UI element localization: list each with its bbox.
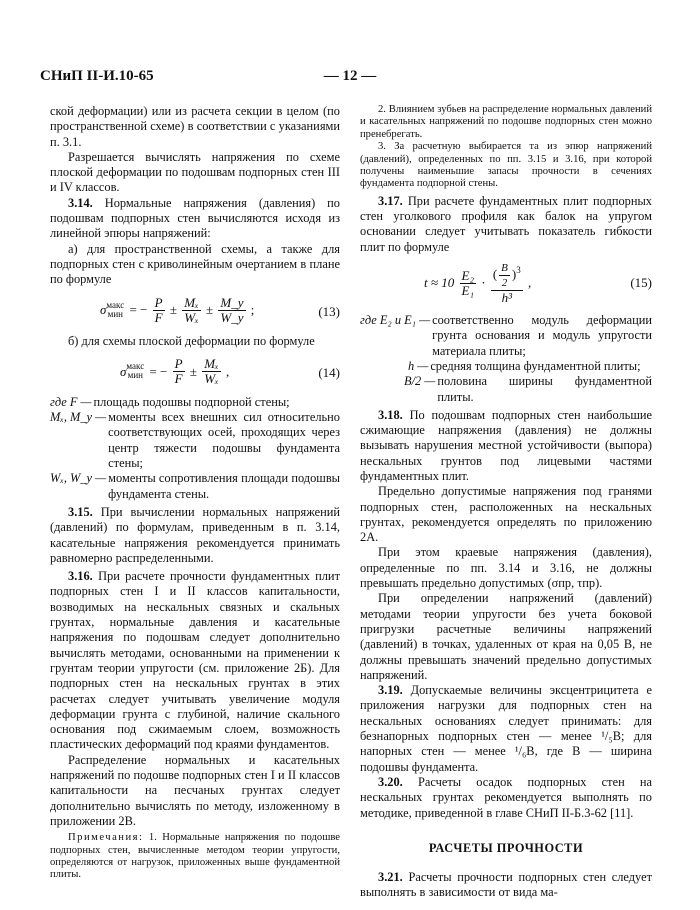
clause-3-15 bbox=[50, 505, 340, 566]
left-column bbox=[50, 104, 340, 882]
comma: , bbox=[527, 275, 532, 291]
definition-item bbox=[50, 395, 340, 410]
definition-item bbox=[360, 374, 652, 405]
definition-text: моменты всех внешних сил относительно соответствующих осей, проходящих через центр тяжести подошвы фундамента стены; bbox=[108, 410, 340, 471]
fraction-b-2 bbox=[499, 261, 510, 290]
note-3: 3. За расчетную выбирается та из эпюр напряжений (давлений), определенных по пп. 3.15 и 3.16, при которой получены наименьшие запасы прочности в сечениях фундамента подпорной стены. bbox=[360, 141, 652, 190]
clause-number: 3.15. bbox=[68, 504, 93, 519]
paragraph-distribution: Распределение нормальных и касательных напряжений по подошве подпорных стен I и II классов капитальности на песчаных грунтах следует дополнительно вычислять по методу, изложенному в приложении 2В. bbox=[50, 752, 340, 828]
sigma-subscript bbox=[106, 301, 124, 319]
page-header bbox=[40, 68, 660, 88]
subscript-min: мин bbox=[107, 309, 123, 320]
definition-term: Mₓ, M_y — bbox=[50, 410, 107, 425]
sigma-subscript bbox=[126, 362, 144, 380]
paragraph-allow: Разрешается вычислять напряжения по схеме плоской деформации по подошвам подпорных стен III и IV классов. bbox=[50, 149, 340, 195]
clause-number: 3.14. bbox=[68, 195, 93, 210]
definitions-list bbox=[50, 395, 340, 502]
clause-3-19 bbox=[360, 683, 652, 775]
denominator: E₁ bbox=[461, 282, 474, 298]
fraction-my-wy bbox=[218, 296, 245, 325]
clause-text: По подошвам подпорных стен наибольшие сжимающие напряжения (давления) не должны вызывать нарушения местной устойчивости (выпора) нескальных грунтов под лицевыми частями фундаментных плит. bbox=[360, 407, 652, 483]
section-title: РАСЧЕТЫ ПРОЧНОСТИ bbox=[428, 840, 584, 855]
formula-15 bbox=[360, 259, 652, 311]
definition-text: соответственно модуль деформации грунта основания и модуль упругости материала плиты; bbox=[432, 313, 652, 358]
document-code: СНиП II-И.10-65 bbox=[40, 68, 154, 84]
definition-item bbox=[360, 359, 652, 374]
definition-item bbox=[50, 410, 340, 471]
comma: , bbox=[226, 363, 230, 379]
equals-sign: = − bbox=[129, 302, 148, 318]
clause-number: 3.16. bbox=[68, 569, 93, 584]
definition-item bbox=[50, 471, 340, 502]
clause-text: Расчеты осадок подпорных стен на нескальных грунтах рекомендуется выполнять по методике, приведенной в главе СНиП II-Б.3-62 [11]. bbox=[360, 774, 652, 820]
numerator: B bbox=[501, 262, 508, 275]
right-column bbox=[360, 104, 652, 901]
definition-term: где E₂ и E₁ — bbox=[360, 313, 431, 328]
clause-text: Нормальные напряжения (давления) по подошвам подпорных стен вычисляются исходя из линейной эпюры напряжений: bbox=[50, 195, 340, 241]
clause-text: Допускаемые величины эксцентрицитета e приложения нагрузки для подпорных стен на нескальных основаниях следует принимать: для безнапорных подпорных стен — менее ¹/₅B; для напорных стен — менее ¹/₆B, где B — ширина подошвы фундамента. bbox=[360, 683, 652, 774]
note-2: 2. Влиянием зубьев на распределение нормальных давлений и касательных напряжений по подошве подпорных стен можно пренебрегать. bbox=[360, 104, 652, 140]
definition-text: средняя толщина фундаментной плиты; bbox=[430, 358, 641, 373]
subscript-max: макс bbox=[126, 361, 145, 372]
denominator: F bbox=[154, 309, 163, 325]
clause-3-17 bbox=[360, 194, 652, 255]
numerator: Mₓ bbox=[204, 355, 219, 371]
paragraph-edge: При этом краевые напряжения (давления), определенные по пп. 3.14 и 3.16, не должны превышать предельно допустимых (σпр, τпр). bbox=[360, 545, 652, 591]
equation-number: (14) bbox=[318, 364, 340, 380]
sigma-symbol: σ bbox=[120, 363, 127, 379]
definition-term: где F — bbox=[50, 394, 92, 409]
fraction-e2-e1 bbox=[460, 269, 476, 298]
formula-lhs: t ≈ 10 bbox=[424, 275, 455, 291]
clause-text: При расчете прочности фундаментных плит подпорных стен I и II классов капитальности, возводимых на нескальных связных и скальных грунтах, нормальные давления и касательные напряжения по подошвам следует дополнительно вычислять методами, основанными на применении к грунтам теории упругости (см. приложение 2Б). Для подпорных стен на нескальных грунтах в этих расчетах следует учитывать увеличение модуля деформации грунта с глубиной, наличие скального основания под сжимаемым слоем, возможность пластических деформаций под краями фундаментов. bbox=[50, 569, 340, 752]
fraction-mx-wx bbox=[202, 357, 221, 386]
definition-text: моменты сопротивления площади подошвы фундамента стены. bbox=[108, 471, 340, 501]
multiply-dot: · bbox=[481, 275, 486, 291]
definition-term: h — bbox=[408, 358, 429, 373]
denominator: W_y bbox=[220, 309, 244, 325]
page-number: — 12 — bbox=[323, 68, 377, 84]
denominator: F bbox=[174, 370, 183, 386]
plus-minus: ± bbox=[206, 302, 214, 318]
note-1 bbox=[50, 832, 340, 882]
numerator: P bbox=[174, 355, 183, 371]
numerator: P bbox=[154, 294, 163, 310]
numerator: M_y bbox=[220, 294, 244, 310]
fraction-mx-wx bbox=[182, 296, 201, 325]
fraction-b-h bbox=[491, 261, 523, 305]
numerator: E₂ bbox=[461, 267, 474, 283]
semicolon: ; bbox=[250, 302, 255, 318]
equation-number: (15) bbox=[630, 275, 652, 291]
clause-3-18 bbox=[360, 408, 652, 484]
denominator: Wₓ bbox=[184, 309, 199, 325]
clause-3-14 bbox=[50, 196, 340, 242]
paragraph-limit: Предельно допустимые напряжения под гранями подпорных стен, расположенных на нескальных грунтах, рекомендуется определять по приложению 2А. bbox=[360, 484, 652, 545]
formula-14 bbox=[50, 353, 340, 393]
sigma-symbol: σ bbox=[100, 302, 107, 318]
denominator: Wₓ bbox=[204, 370, 219, 386]
clause-number: 3.19. bbox=[378, 683, 403, 698]
formula-13 bbox=[50, 292, 340, 332]
clause-3-16 bbox=[50, 569, 340, 753]
clause-number: 3.21. bbox=[378, 870, 403, 885]
paragraph-intro: ской деформации) или из расчета секции в целом (по пространственной схеме) в соответствии с указаниями п. 3.1. bbox=[50, 104, 340, 149]
equation-number: (13) bbox=[318, 303, 340, 319]
fraction-p-f bbox=[153, 296, 165, 325]
clause-number: 3.20. bbox=[378, 774, 403, 789]
definition-item bbox=[360, 313, 652, 359]
numerator: ( $\frac{B}{2}$ )$^3$ bbox=[492, 262, 521, 290]
definition-text: половина ширины фундаментной плиты. bbox=[437, 374, 652, 404]
item-b: б) для схемы плоской деформации по формуле bbox=[68, 333, 315, 348]
clause-text: При расчете фундаментных плит подпорных стен уголкового профиля как балок на упругом основании следует учитывать показатель гибкости плит по формуле bbox=[360, 193, 652, 254]
clause-text: При вычислении нормальных напряжений (давлений) по формулам, приведенным в п. 3.14, касательные напряжения рекомендуется принимать равномерно распределенными. bbox=[50, 504, 340, 565]
definitions-list bbox=[360, 313, 652, 405]
clause-text: Расчеты прочности подпорных стен следует выполнять в зависимости от вида ма- bbox=[360, 870, 652, 900]
numerator: Mₓ bbox=[184, 294, 199, 310]
plus-minus: ± bbox=[189, 363, 197, 379]
denominator: h³ bbox=[501, 290, 512, 306]
exponent: 3 bbox=[516, 265, 521, 276]
definition-text: площадь подошвы подпорной стены; bbox=[93, 394, 290, 409]
equals-sign: = − bbox=[149, 363, 168, 379]
item-a: а) для пространственной схемы, а также для подпорных стен с криволинейным очертанием в плане по формуле bbox=[50, 241, 340, 287]
clause-3-21 bbox=[360, 870, 652, 901]
plus-minus: ± bbox=[169, 302, 177, 318]
note-text: 1. Нормальные напряжения по подошве подпорных стен, вычисленные методом теории упругости, определяются от нагрузок, приложенных выше фундаментной плиты. bbox=[50, 832, 341, 881]
denominator: 2 bbox=[501, 277, 508, 290]
fraction-p-f bbox=[173, 357, 185, 386]
clause-3-20 bbox=[360, 775, 652, 821]
notes-label: Примечания: bbox=[68, 832, 144, 844]
subscript-max: макс bbox=[106, 300, 125, 311]
subscript-min: мин bbox=[127, 370, 143, 381]
clause-number: 3.18. bbox=[378, 407, 403, 422]
definition-term: Wₓ, W_y — bbox=[50, 471, 107, 486]
paragraph-theory: При определении напряжений (давлений) методами теории упругости без учета боковой пригрузки расчетные величины напряжений (давлений) в точках, удаленных от края на 0,05 B, не должны превышать значений предельно допустимых напряжений. bbox=[360, 591, 652, 682]
definition-term: B/2 — bbox=[404, 374, 436, 389]
clause-number: 3.17. bbox=[378, 193, 403, 208]
